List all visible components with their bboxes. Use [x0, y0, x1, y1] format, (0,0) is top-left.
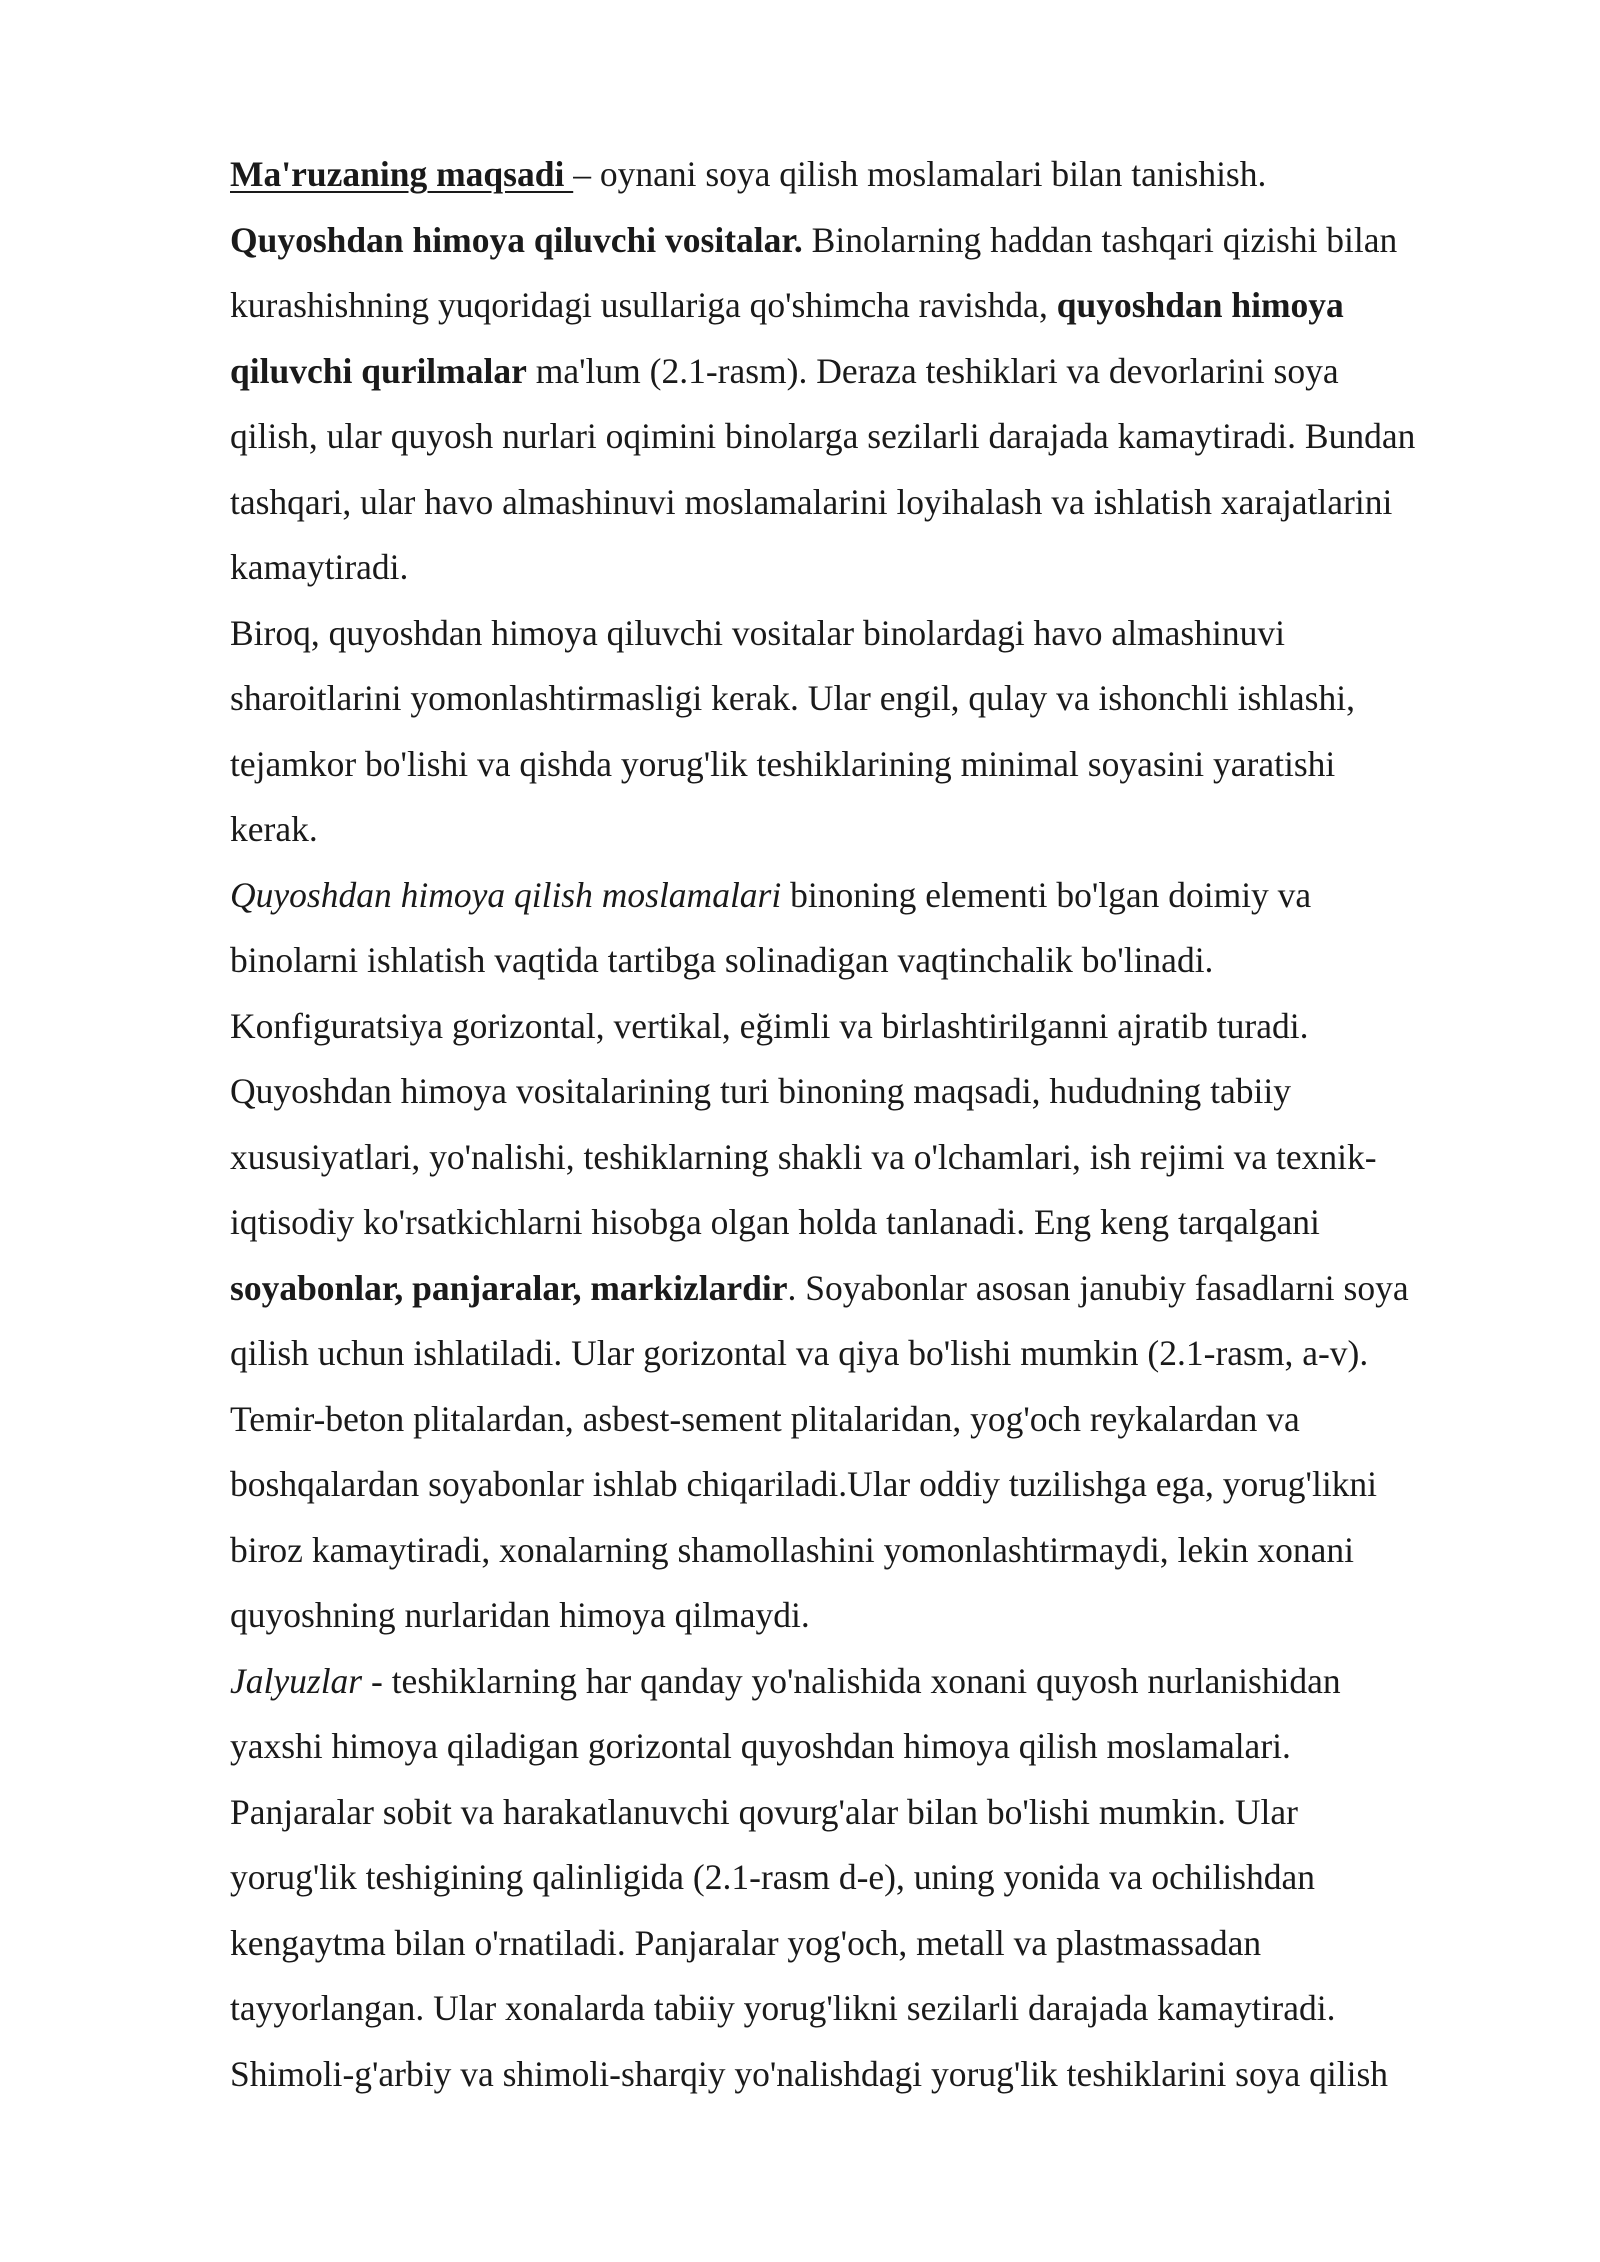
text-line — [230, 1976, 1520, 2042]
text-line — [230, 1845, 1520, 1911]
text-run: Panjaralar sobit va harakatlanuvchi qovurg'alar bilan bo'lishi mumkin. Ular — [230, 1791, 1298, 1832]
text-run: tayyorlangan. Ular xonalarda tabiiy yorug'likni sezilarli darajada kamaytiradi. — [230, 1988, 1336, 2028]
text-line — [230, 1387, 1520, 1453]
heading-run: Ma'ruzaning maqsadi — [230, 154, 574, 194]
italic-run: Jalyuzlar — [230, 1660, 363, 1701]
text-run: ma'lum (2.1-rasm). Deraza teshiklari va devorlarini soya — [526, 350, 1339, 391]
text-run: Konfiguratsiya gorizontal, vertikal, eğimli va birlashtirilganni ajratib turadi. — [230, 1005, 1309, 1046]
text-run: – oynani soya qilish moslamalari bilan tanishish. — [573, 154, 1267, 194]
text-line — [230, 535, 1520, 601]
text-run: yorug'lik teshigining qalinligida (2.1-rasm d-e), uning yonida va ochilishdan — [230, 1857, 1316, 1897]
text-line — [230, 470, 1520, 536]
text-run: biroz kamaytiradi, xonalarning shamollashini yomonlashtirmaydi, lekin xonani — [230, 1529, 1354, 1570]
text-line — [230, 1780, 1520, 1846]
text-line — [230, 601, 1520, 667]
text-line — [230, 339, 1520, 405]
text-run: sharoitlarini yomonlashtirmasligi kerak. Ular engil, qulay va ishonchli ishlashi, — [230, 678, 1355, 718]
text-run: kerak. — [230, 809, 318, 849]
text-run: Binolarning haddan tashqari qizishi bilan — [802, 219, 1398, 260]
text-line — [230, 1256, 1520, 1322]
text-line — [230, 1583, 1520, 1649]
text-run: boshqalardan soyabonlar ishlab chiqariladi.Ular oddiy tuzilishga ega, yorug'likni — [230, 1464, 1378, 1504]
text-run: binolarni ishlatish vaqtida tartibga solinadigan vaqtinchalik bo'linadi. — [230, 940, 1214, 980]
text-line — [230, 797, 1520, 863]
text-line — [230, 666, 1520, 732]
text-line — [230, 2042, 1520, 2108]
text-line — [230, 142, 1520, 208]
text-line — [230, 1321, 1520, 1387]
text-line — [230, 1452, 1520, 1518]
text-line — [230, 208, 1520, 274]
text-line — [230, 273, 1520, 339]
text-run: kamaytiradi. — [230, 547, 409, 587]
italic-run: Quyoshdan himoya qilish moslamalari — [230, 874, 782, 915]
text-run: qilish uchun ishlatiladi. Ular gorizontal va qiya bo'lishi mumkin (2.1-rasm, a-v). — [230, 1333, 1369, 1373]
text-line — [230, 1911, 1520, 1977]
text-line — [230, 732, 1520, 798]
text-run: Quyoshdan himoya vositalarining turi binoning maqsadi, hududning tabiiy — [230, 1071, 1291, 1111]
text-run: Temir-beton plitalardan, asbest-sement plitalaridan, yog'och reykalardan va — [230, 1398, 1300, 1439]
text-run: - teshiklarning har qanday yo'nalishida xonani quyosh nurlanishidan — [362, 1660, 1341, 1701]
text-run: Biroq, quyoshdan himoya qiluvchi vositalar binolardagi havo almashinuvi — [230, 612, 1285, 653]
text-line — [230, 1518, 1520, 1584]
text-run: quyoshning nurlaridan himoya qilmaydi. — [230, 1595, 810, 1635]
bold-run: quyoshdan himoya — [1056, 285, 1344, 325]
text-line — [230, 994, 1520, 1060]
text-run: tejamkor bo'lishi va qishda yorug'lik teshiklarining minimal soyasini yaratishi — [230, 743, 1336, 784]
text-line — [230, 404, 1520, 470]
text-line — [230, 1714, 1520, 1780]
text-run: tashqari, ular havo almashinuvi moslamalarini loyihalash va ishlatish xarajatlarini — [230, 481, 1393, 522]
bold-run: qiluvchi qurilmalar — [230, 350, 527, 391]
text-line — [230, 1125, 1520, 1191]
text-run: binoning elementi bo'lgan doimiy va — [781, 874, 1312, 915]
text-run: . Soyabonlar asosan janubiy fasadlarni soya — [787, 1267, 1409, 1308]
bold-run: soyabonlar, panjaralar, markizlardir — [230, 1267, 788, 1308]
document-body — [230, 142, 1520, 2107]
text-line — [230, 1059, 1520, 1125]
text-line — [230, 1190, 1520, 1256]
text-run: kengaytma bilan o'rnatiladi. Panjaralar yog'och, metall va plastmassadan — [230, 1922, 1262, 1963]
text-run: kurashishning yuqoridagi usullariga qo'shimcha ravishda, — [230, 285, 1057, 325]
text-line — [230, 928, 1520, 994]
text-run: yaxshi himoya qiladigan gorizontal quyoshdan himoya qilish moslamalari. — [230, 1726, 1291, 1766]
text-line — [230, 863, 1520, 929]
text-run: Shimoli-g'arbiy va shimoli-sharqiy yo'nalishdagi yorug'lik teshiklarini soya qilish — [230, 2053, 1389, 2094]
text-run: qilish, ular quyosh nurlari oqimini binolarga sezilarli darajada kamaytiradi. Bundan — [230, 416, 1416, 456]
text-line — [230, 1649, 1520, 1715]
bold-run: Quyoshdan himoya qiluvchi vositalar. — [230, 219, 803, 260]
text-run: iqtisodiy ko'rsatkichlarni hisobga olgan holda tanlanadi. Eng keng tarqalgani — [230, 1202, 1320, 1242]
text-run: xususiyatlari, yo'nalishi, teshiklarning shakli va o'lchamlari, ish rejimi va texnik- — [230, 1136, 1377, 1177]
